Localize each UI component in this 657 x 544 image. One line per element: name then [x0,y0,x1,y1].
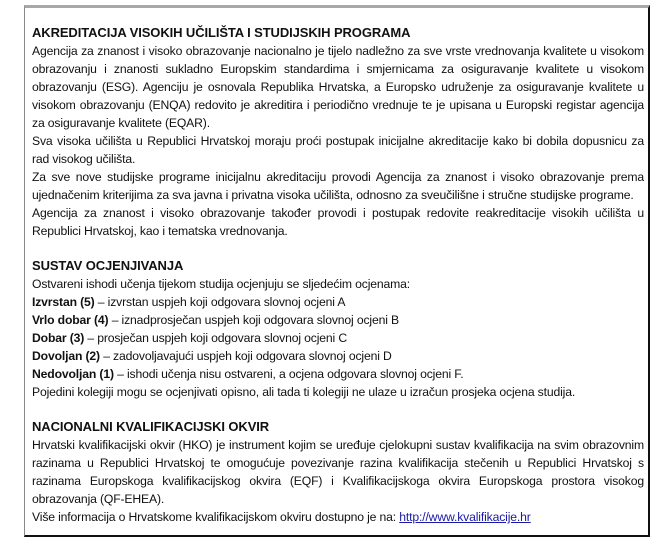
grade-row [32,347,644,365]
paragraph: Hrvatski kvalifikacijski okvir (HKO) je instrument kojim se uređuje cjelokupni sustav kvalifikacija na svim obrazovnim razinama u Republici Hrvatskoj te omogućuje povezivanje razina kvalifikacija stečenih u Republici Hrvatskoj s razinama Europskoga kvalifikacijskog okvira (EQF) i Kvalifikacijskoga okvira Europskoga prostora visokog obrazovanja (QF-EHEA). [32,438,644,506]
grade-row [32,311,644,329]
section-accreditation [32,24,644,240]
grade-description: – ishodi učenja nisu ostvareni, a ocjena odgovara slovnoj ocjeni F. [113,367,464,381]
paragraph: Za sve nove studijske programe inicijalnu akreditaciju provodi Agencija za znanost i visoko obrazovanje prema ujednačenim kriterijima za sva javna i privatna visoka učilišta, odnosno za sveučilišne i stručne studijske programe. [32,170,644,202]
grade-description: – zadovoljavajući uspjeh koji odgovara slovnoj ocjeni D [99,349,392,363]
grade-row [32,293,644,311]
grading-intro: Ostvareni ishodi učenja tijekom studija ocjenjuju se sljedećim ocjenama: [32,277,411,291]
section-heading: SUSTAV OCJENJIVANJA [32,258,184,273]
more-info-line [32,508,644,526]
grading-note: Pojedini kolegiji mogu se ocjenjivati opisno, ali tada ti kolegiji ne ulaze u izračun prosjeka ocjena studija. [32,385,576,399]
grade-label: Dobar (3) [32,331,85,345]
grade-label: Vrlo dobar (4) [32,313,109,327]
kvalifikacije-link[interactable]: http://www.kvalifikacije.hr [399,510,531,524]
grade-description: – prosječan uspjeh koji odgovara slovnoj ocjeni C [84,331,347,345]
grade-description: – iznadprosječan uspjeh koji odgovara slovnoj ocjeni B [108,313,399,327]
grade-label: Izvrstan (5) [32,295,95,309]
grade-row [32,365,644,383]
paragraph: Agencija za znanost i visoko obrazovanje također provodi i postupak redovite reakreditacije visokih učilišta u Republici Hrvatskoj, kao i tematska vrednovanja. [32,206,644,238]
grade-label: Nedovoljan (1) [32,367,114,381]
grade-row [32,329,644,347]
section-grading-system [32,257,644,401]
more-info-text: Više informacija o Hrvatskome kvalifikacijskom okviru dostupno je na: [32,510,400,524]
document-body [32,24,644,543]
grade-label: Dovoljan (2) [32,349,100,363]
paragraph: Agencija za znanost i visoko obrazovanje nacionalno je tijelo nadležno za sve vrste vrednovanja kvalitete u visokom obrazovanju i znanosti sukladno Europskim standardima i smjernicama za osiguravanje kvalitete u visokom obrazovanju (ESG). Agenciju je osnovala Republika Hrvatska, a Europsko udruženje za osiguravanje kvalitete u visokom obrazovanju (ENQA) redovito je akreditira i periodično vrednuje te je upisana u Europski registar agencija za osiguravanje kvalitete (EQAR). [32,44,644,130]
grade-description: – izvrstan uspjeh koji odgovara slovnoj ocjeni A [94,295,346,309]
section-heading: AKREDITACIJA VISOKIH UČILIŠTA I STUDIJSKIH PROGRAMA [32,25,411,40]
paragraph: Sva visoka učilišta u Republici Hrvatskoj moraju proći postupak inicijalne akreditacije kako bi dobila dopusnicu za rad visokog učilišta. [32,134,644,166]
section-qualifications-framework [32,418,644,526]
section-heading: NACIONALNI KVALIFIKACIJSKI OKVIR [32,419,270,434]
